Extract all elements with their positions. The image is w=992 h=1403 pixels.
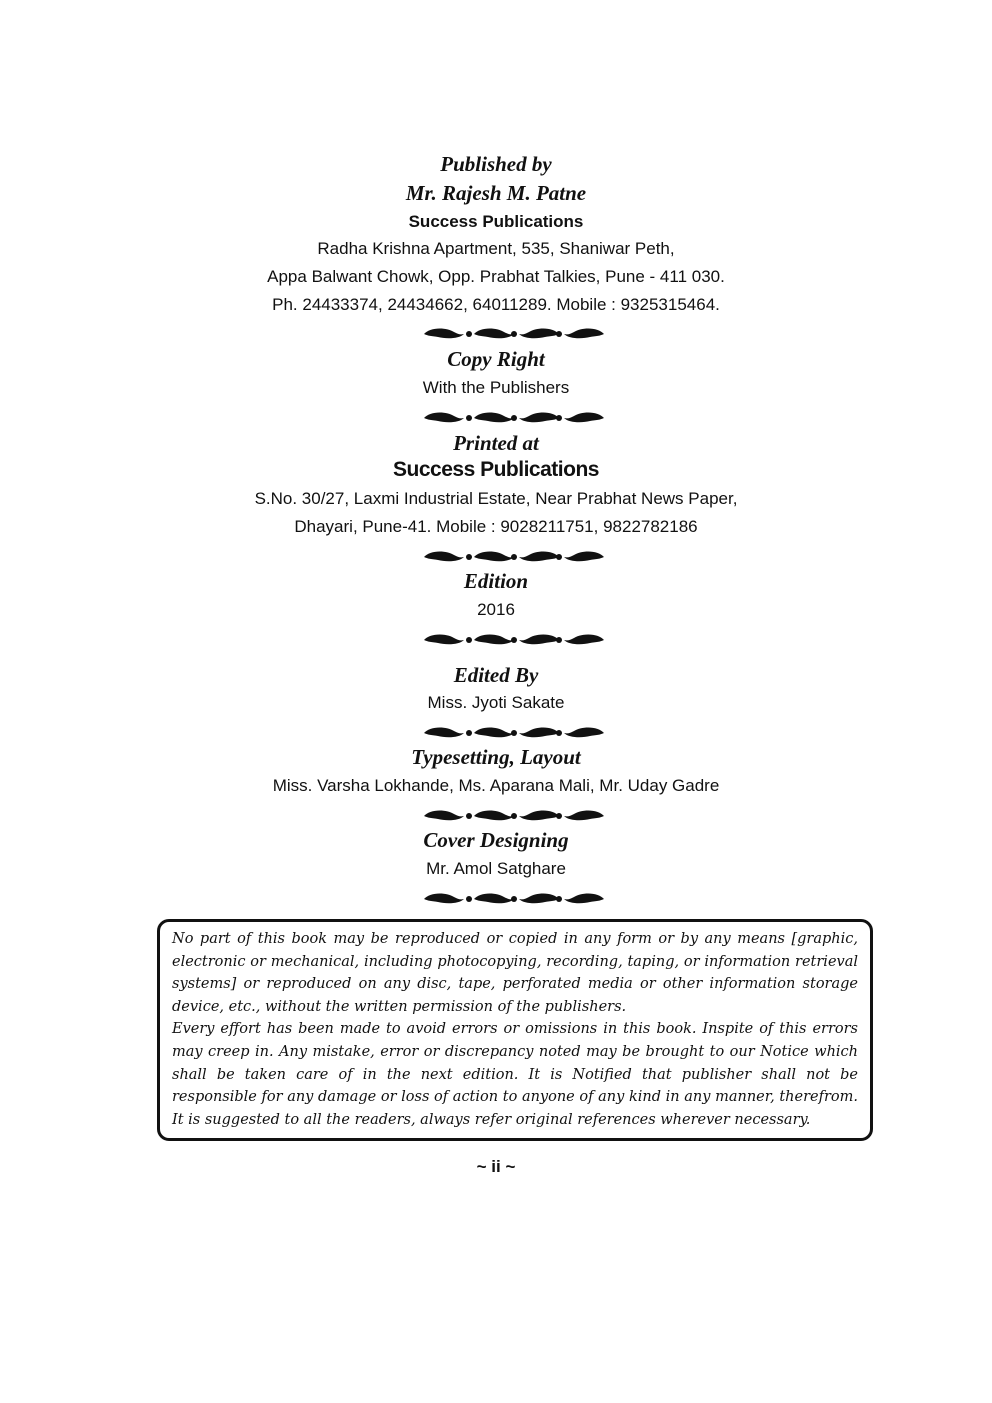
printer-company: Success Publications xyxy=(393,458,599,481)
leaf-dot-divider-icon xyxy=(424,549,604,565)
page-number: ~ ii ~ xyxy=(476,1157,516,1176)
printer-address-line2: Dhayari, Pune-41. Mobile : 9028211751, 9822782186 xyxy=(294,517,698,536)
cover-heading: Cover Designing xyxy=(423,828,569,852)
leaf-dot-divider-icon xyxy=(424,891,604,907)
copyright-heading: Copy Right xyxy=(447,347,545,371)
copyright-notice-box xyxy=(157,919,873,1141)
printed-heading: Printed at xyxy=(453,431,539,455)
copyright-value: With the Publishers xyxy=(422,378,570,397)
leaf-dot-divider-icon xyxy=(424,725,604,741)
published-heading: Published by xyxy=(440,152,552,176)
leaf-dot-divider-icon xyxy=(424,410,604,426)
publisher-address-line2: Appa Balwant Chowk, Opp. Prabhat Talkies, Pune - 411 030. xyxy=(267,267,725,286)
notice-paragraph-1: No part of this book may be reproduced or copied in any form or by any means [graphic, electronic or mechanical, including photocopying, recording, taping, or information retrieval systems] or reproduced on any disc, tape, perforated media or other information storage device, etc., without the written permission of the publishers. xyxy=(172,931,858,1015)
edition-value: 2016 xyxy=(477,600,515,619)
typesetting-value: Miss. Varsha Lokhande, Ms. Aparana Mali, Mr. Uday Gadre xyxy=(272,776,720,795)
printer-address-line1: S.No. 30/27, Laxmi Industrial Estate, Near Prabhat News Paper, xyxy=(254,489,738,508)
leaf-dot-divider-icon xyxy=(424,326,604,342)
publisher-address-line1: Radha Krishna Apartment, 535, Shaniwar Peth, xyxy=(317,239,675,258)
notice-paragraph-2: Every effort has been made to avoid errors or omissions in this book. Inspite of this errors may creep in. Any mistake, error or discrepancy noted may be brought to our Notice which shall be taken care of in the next edition. It is Notified that publisher shall not be responsible for any damage or loss of action to anyone of any kind in any manner, therefrom. It is suggested to all the readers, always refer original references wherever necessary. xyxy=(172,1021,858,1128)
cover-value: Mr. Amol Satghare xyxy=(426,859,566,878)
edited-heading: Edited By xyxy=(453,663,539,687)
publisher-name: Mr. Rajesh M. Patne xyxy=(405,181,587,205)
leaf-dot-divider-icon xyxy=(424,808,604,824)
publisher-phone-line: Ph. 24433374, 24434662, 64011289. Mobile : 9325315464. xyxy=(272,295,720,314)
leaf-dot-divider-icon xyxy=(424,632,604,648)
publisher-company: Success Publications xyxy=(408,212,584,231)
edited-value: Miss. Jyoti Sakate xyxy=(427,693,565,712)
edition-heading: Edition xyxy=(463,569,529,593)
typesetting-heading: Typesetting, Layout xyxy=(411,745,581,769)
